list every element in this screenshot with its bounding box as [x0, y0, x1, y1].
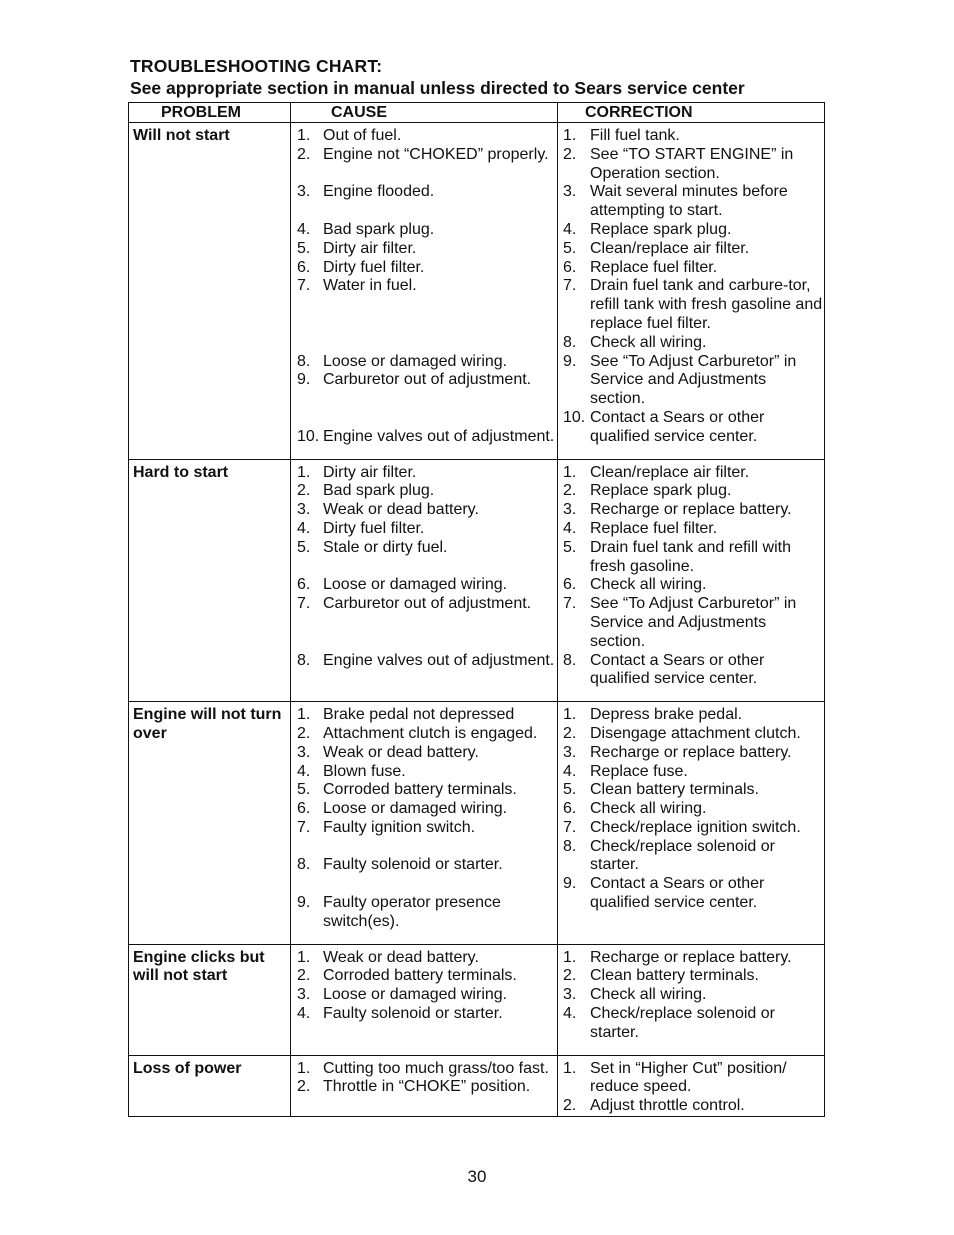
cause-item-number: 5. [297, 239, 311, 257]
correction-item-number: 5. [563, 538, 577, 556]
cause-list [291, 949, 557, 1024]
cause-item-text: Corroded battery terminals. [323, 781, 517, 799]
correction-item-number: 5. [563, 239, 577, 257]
correction-item-text: Disengage attachment clutch. [590, 724, 801, 742]
correction-item-number: 4. [563, 220, 577, 238]
problem-cell: Engine will not turn over [129, 702, 291, 945]
troubleshooting-table [128, 102, 825, 1117]
correction-item-number: 1. [563, 1059, 577, 1077]
cause-item-number: 10. [297, 427, 320, 445]
cause-item [291, 371, 557, 390]
correction-item [558, 127, 824, 146]
cause-item-text: Dirty fuel filter. [323, 519, 425, 537]
cause-item-number: 4. [297, 220, 311, 238]
correction-list [558, 464, 824, 690]
correction-item-number: 4. [563, 1005, 577, 1023]
correction-item-text: Replace fuse. [590, 762, 688, 780]
cause-item [291, 986, 557, 1005]
cause-item [291, 1005, 557, 1024]
correction-item-text: Drain fuel tank and refill with fresh gasoline. [590, 538, 791, 575]
correction-item-text: Replace spark plug. [590, 220, 732, 238]
correction-list [558, 1060, 824, 1116]
cause-item-number: 7. [297, 818, 311, 836]
correction-cell [558, 123, 825, 460]
cause-item-number: 9. [297, 371, 311, 389]
correction-item [558, 576, 824, 595]
correction-item-text: Fill fuel tank. [590, 127, 680, 144]
correction-item [558, 1097, 824, 1116]
correction-item-number: 7. [563, 595, 577, 613]
correction-list [558, 127, 824, 447]
correction-item [558, 409, 824, 447]
correction-item [558, 800, 824, 819]
cause-item-text: Carburetor out of adjustment. [323, 595, 532, 613]
cause-item [291, 652, 557, 671]
cause-item-number: 1. [297, 948, 311, 966]
page-number: 30 [467, 1167, 487, 1186]
correction-item [558, 501, 824, 520]
correction-item-text: Check/replace solenoid or starter. [590, 1005, 775, 1041]
cause-item-text: Cutting too much grass/too fast. [323, 1059, 549, 1077]
correction-item-number: 7. [563, 277, 577, 295]
cause-cell [291, 459, 558, 702]
correction-item [558, 277, 824, 333]
correction-list [558, 949, 824, 1043]
cause-item-number: 2. [297, 482, 311, 500]
correction-item-text: Contact a Sears or other qualified service center. [590, 875, 765, 912]
correction-item [558, 1005, 824, 1043]
problem-cell: Loss of power [129, 1055, 291, 1116]
table-row [129, 702, 825, 945]
correction-item-text: See “TO START ENGINE” in Operation section. [590, 145, 794, 182]
cause-item-text: Carburetor out of adjustment. [323, 371, 532, 389]
correction-item [558, 875, 824, 913]
cause-item-text: Bad spark plug. [323, 482, 435, 500]
correction-item-text: Clean/replace air filter. [590, 463, 750, 481]
cause-item [291, 277, 557, 296]
correction-item [558, 221, 824, 240]
correction-item [558, 763, 824, 782]
cause-cell [291, 123, 558, 460]
correction-item-number: 2. [563, 145, 577, 163]
cause-item-number: 5. [297, 781, 311, 799]
cause-cell [291, 702, 558, 945]
correction-item-text: Check all wiring. [590, 986, 707, 1004]
cause-item [291, 595, 557, 614]
cause-item [291, 967, 557, 986]
cause-item [291, 501, 557, 520]
correction-item [558, 520, 824, 539]
cause-item [291, 576, 557, 595]
cause-item [291, 127, 557, 146]
correction-item-text: Replace spark plug. [590, 482, 732, 500]
cause-item-number: 4. [297, 762, 311, 780]
cause-item-text: Engine not “CHOKED” properly. [323, 145, 549, 163]
cause-item-number: 4. [297, 519, 311, 537]
correction-item-number: 9. [563, 875, 577, 893]
correction-item-number: 10. [563, 408, 586, 426]
correction-item [558, 949, 824, 968]
cause-item-number: 8. [297, 651, 311, 669]
cause-item [291, 725, 557, 744]
correction-item-number: 8. [563, 651, 577, 669]
cause-item-number: 2. [297, 145, 311, 163]
cause-item-text: Out of fuel. [323, 127, 402, 144]
cause-item-number: 3. [297, 743, 311, 761]
cause-item [291, 819, 557, 838]
cause-item-text: Water in fuel. [323, 277, 417, 295]
correction-item-text: Depress brake pedal. [590, 706, 743, 724]
correction-item [558, 838, 824, 876]
cause-item-number: 3. [297, 501, 311, 519]
cause-item-text: Throttle in “CHOKE” position. [323, 1078, 531, 1096]
correction-item-text: Adjust throttle control. [590, 1097, 745, 1115]
cause-item [291, 482, 557, 501]
cause-item-number: 5. [297, 538, 311, 556]
correction-item-text: Contact a Sears or other qualified service center. [590, 651, 765, 688]
correction-item-text: Clean battery terminals. [590, 967, 759, 985]
correction-item-number: 2. [563, 1097, 577, 1115]
cause-item-number: 6. [297, 800, 311, 818]
cause-item-text: Weak or dead battery. [323, 501, 479, 519]
cause-item-text: Brake pedal not depressed [323, 706, 515, 724]
cause-item-number: 1. [297, 463, 311, 481]
cause-item [291, 259, 557, 278]
cause-item-text: Loose or damaged wiring. [323, 800, 508, 818]
correction-cell [558, 944, 825, 1055]
cause-item-number: 4. [297, 1005, 311, 1023]
cause-item-text: Faulty ignition switch. [323, 818, 476, 836]
cause-item [291, 894, 557, 932]
cause-item [291, 1060, 557, 1079]
cause-list [291, 464, 557, 671]
table-body [129, 123, 825, 1117]
cause-item [291, 428, 557, 447]
correction-item-text: Check/replace ignition switch. [590, 818, 801, 836]
correction-item-text: See “To Adjust Carburetor” in Service and Adjustments section. [590, 352, 797, 408]
problem-cell: Will not start [129, 123, 291, 460]
correction-item-text: Contact a Sears or other qualified service center. [590, 408, 765, 445]
correction-item [558, 353, 824, 409]
correction-item [558, 240, 824, 259]
table-row [129, 944, 825, 1055]
cause-item-number: 2. [297, 1078, 311, 1096]
correction-item-number: 7. [563, 818, 577, 836]
correction-item-text: Recharge or replace battery. [590, 501, 792, 519]
table-row [129, 123, 825, 460]
cause-item-text: Faulty operator presence switch(es). [323, 894, 501, 930]
correction-item [558, 259, 824, 278]
correction-item [558, 595, 824, 651]
correction-item [558, 744, 824, 763]
correction-item-text: Clean battery terminals. [590, 781, 759, 799]
chart-subtitle: See appropriate section in manual unless directed to Sears service center [130, 78, 745, 98]
cause-item-text: Loose or damaged wiring. [323, 352, 508, 370]
correction-item [558, 706, 824, 725]
cause-list [291, 1060, 557, 1098]
correction-cell [558, 1055, 825, 1116]
correction-item-number: 4. [563, 762, 577, 780]
cause-item [291, 146, 557, 165]
cause-item-number: 7. [297, 277, 311, 295]
cause-item [291, 353, 557, 372]
chart-title: TROUBLESHOOTING CHART: [130, 56, 383, 76]
correction-item-text: Clean/replace air filter. [590, 239, 750, 257]
header-row [129, 103, 825, 123]
correction-list [558, 706, 824, 913]
cause-item [291, 781, 557, 800]
header-correction: CORRECTION [558, 103, 825, 123]
cause-item-number: 8. [297, 856, 311, 874]
cause-item-text: Corroded battery terminals. [323, 967, 517, 985]
cause-item [291, 744, 557, 763]
cause-item [291, 464, 557, 483]
correction-item-number: 8. [563, 333, 577, 351]
correction-cell [558, 459, 825, 702]
cause-item [291, 800, 557, 819]
cause-item-text: Bad spark plug. [323, 220, 435, 238]
cause-item-text: Faulty solenoid or starter. [323, 856, 503, 874]
correction-item-text: Recharge or replace battery. [590, 948, 792, 966]
cause-item-text: Engine valves out of adjustment. [323, 651, 555, 669]
correction-item-number: 5. [563, 781, 577, 799]
cause-item-text: Weak or dead battery. [323, 948, 479, 966]
cause-item-number: 6. [297, 258, 311, 276]
cause-list [291, 127, 557, 447]
cause-item-text: Weak or dead battery. [323, 743, 479, 761]
correction-item [558, 986, 824, 1005]
correction-item [558, 334, 824, 353]
correction-item-text: Set in “Higher Cut” position/ reduce speed. [590, 1059, 787, 1096]
cause-item [291, 706, 557, 725]
table-row [129, 459, 825, 702]
cause-item-text: Blown fuse. [323, 762, 406, 780]
correction-item-number: 4. [563, 519, 577, 537]
cause-item-number: 1. [297, 706, 311, 724]
correction-item-number: 3. [563, 986, 577, 1004]
correction-item-text: Replace fuel filter. [590, 258, 718, 276]
correction-item [558, 781, 824, 800]
correction-item-number: 1. [563, 127, 577, 144]
cause-item [291, 856, 557, 875]
correction-item-number: 6. [563, 258, 577, 276]
cause-item-text: Loose or damaged wiring. [323, 576, 508, 594]
cause-item-text: Stale or dirty fuel. [323, 538, 448, 556]
cause-item-text: Attachment clutch is engaged. [323, 724, 538, 742]
correction-item [558, 464, 824, 483]
cause-cell [291, 1055, 558, 1116]
correction-item-number: 6. [563, 576, 577, 594]
correction-item [558, 652, 824, 690]
correction-item-number: 6. [563, 800, 577, 818]
correction-item [558, 725, 824, 744]
correction-item-number: 8. [563, 837, 577, 855]
correction-item [558, 539, 824, 577]
cause-item-number: 3. [297, 986, 311, 1004]
correction-item-text: Check all wiring. [590, 576, 707, 594]
cause-item-number: 2. [297, 724, 311, 742]
cause-item-number: 3. [297, 183, 311, 201]
cause-item-number: 1. [297, 127, 311, 144]
correction-item-text: Recharge or replace battery. [590, 743, 792, 761]
correction-item-text: Replace fuel filter. [590, 519, 718, 537]
cause-item-text: Dirty fuel filter. [323, 258, 425, 276]
correction-item [558, 482, 824, 501]
correction-item-text: Check all wiring. [590, 800, 707, 818]
cause-list [291, 706, 557, 932]
cause-item-text: Faulty solenoid or starter. [323, 1005, 503, 1023]
correction-item-text: Wait several minutes before attempting to start. [590, 183, 788, 220]
correction-item-text: Check all wiring. [590, 333, 707, 351]
cause-item [291, 240, 557, 259]
cause-item [291, 1078, 557, 1097]
correction-item-number: 1. [563, 948, 577, 966]
cause-item-number: 9. [297, 894, 311, 912]
cause-item-number: 2. [297, 967, 311, 985]
cause-item [291, 949, 557, 968]
correction-item [558, 1060, 824, 1098]
cause-item-text: Engine valves out of adjustment. [323, 427, 555, 445]
cause-item-text: Dirty air filter. [323, 463, 417, 481]
correction-item [558, 146, 824, 184]
cause-item [291, 520, 557, 539]
cause-item-text: Dirty air filter. [323, 239, 417, 257]
cause-item-number: 1. [297, 1059, 311, 1077]
correction-item-text: Check/replace solenoid or starter. [590, 837, 775, 874]
correction-item-number: 1. [563, 706, 577, 724]
correction-item [558, 183, 824, 221]
header-cause: CAUSE [291, 103, 558, 123]
cause-item-text: Engine flooded. [323, 183, 435, 201]
correction-item-text: See “To Adjust Carburetor” in Service and Adjustments section. [590, 595, 797, 650]
correction-item-number: 2. [563, 967, 577, 985]
correction-item-number: 1. [563, 463, 577, 481]
cause-cell [291, 944, 558, 1055]
table-row [129, 1055, 825, 1116]
correction-item-number: 2. [563, 724, 577, 742]
cause-item-number: 6. [297, 576, 311, 594]
problem-cell: Hard to start [129, 459, 291, 702]
cause-item [291, 221, 557, 240]
problem-cell: Engine clicks but will not start [129, 944, 291, 1055]
correction-cell [558, 702, 825, 945]
correction-item-number: 3. [563, 743, 577, 761]
correction-item-number: 3. [563, 183, 577, 201]
cause-item-number: 7. [297, 595, 311, 613]
header-problem: PROBLEM [129, 103, 291, 123]
cause-item [291, 539, 557, 558]
correction-item-number: 2. [563, 482, 577, 500]
cause-item-number: 8. [297, 352, 311, 370]
correction-item-number: 3. [563, 501, 577, 519]
correction-item [558, 967, 824, 986]
cause-item [291, 183, 557, 202]
cause-item [291, 763, 557, 782]
cause-item-text: Loose or damaged wiring. [323, 986, 508, 1004]
correction-item-text: Drain fuel tank and carbure-tor, refill tank with fresh gasoline and replace fuel filter. [590, 277, 823, 332]
correction-item [558, 819, 824, 838]
correction-item-number: 9. [563, 352, 577, 370]
